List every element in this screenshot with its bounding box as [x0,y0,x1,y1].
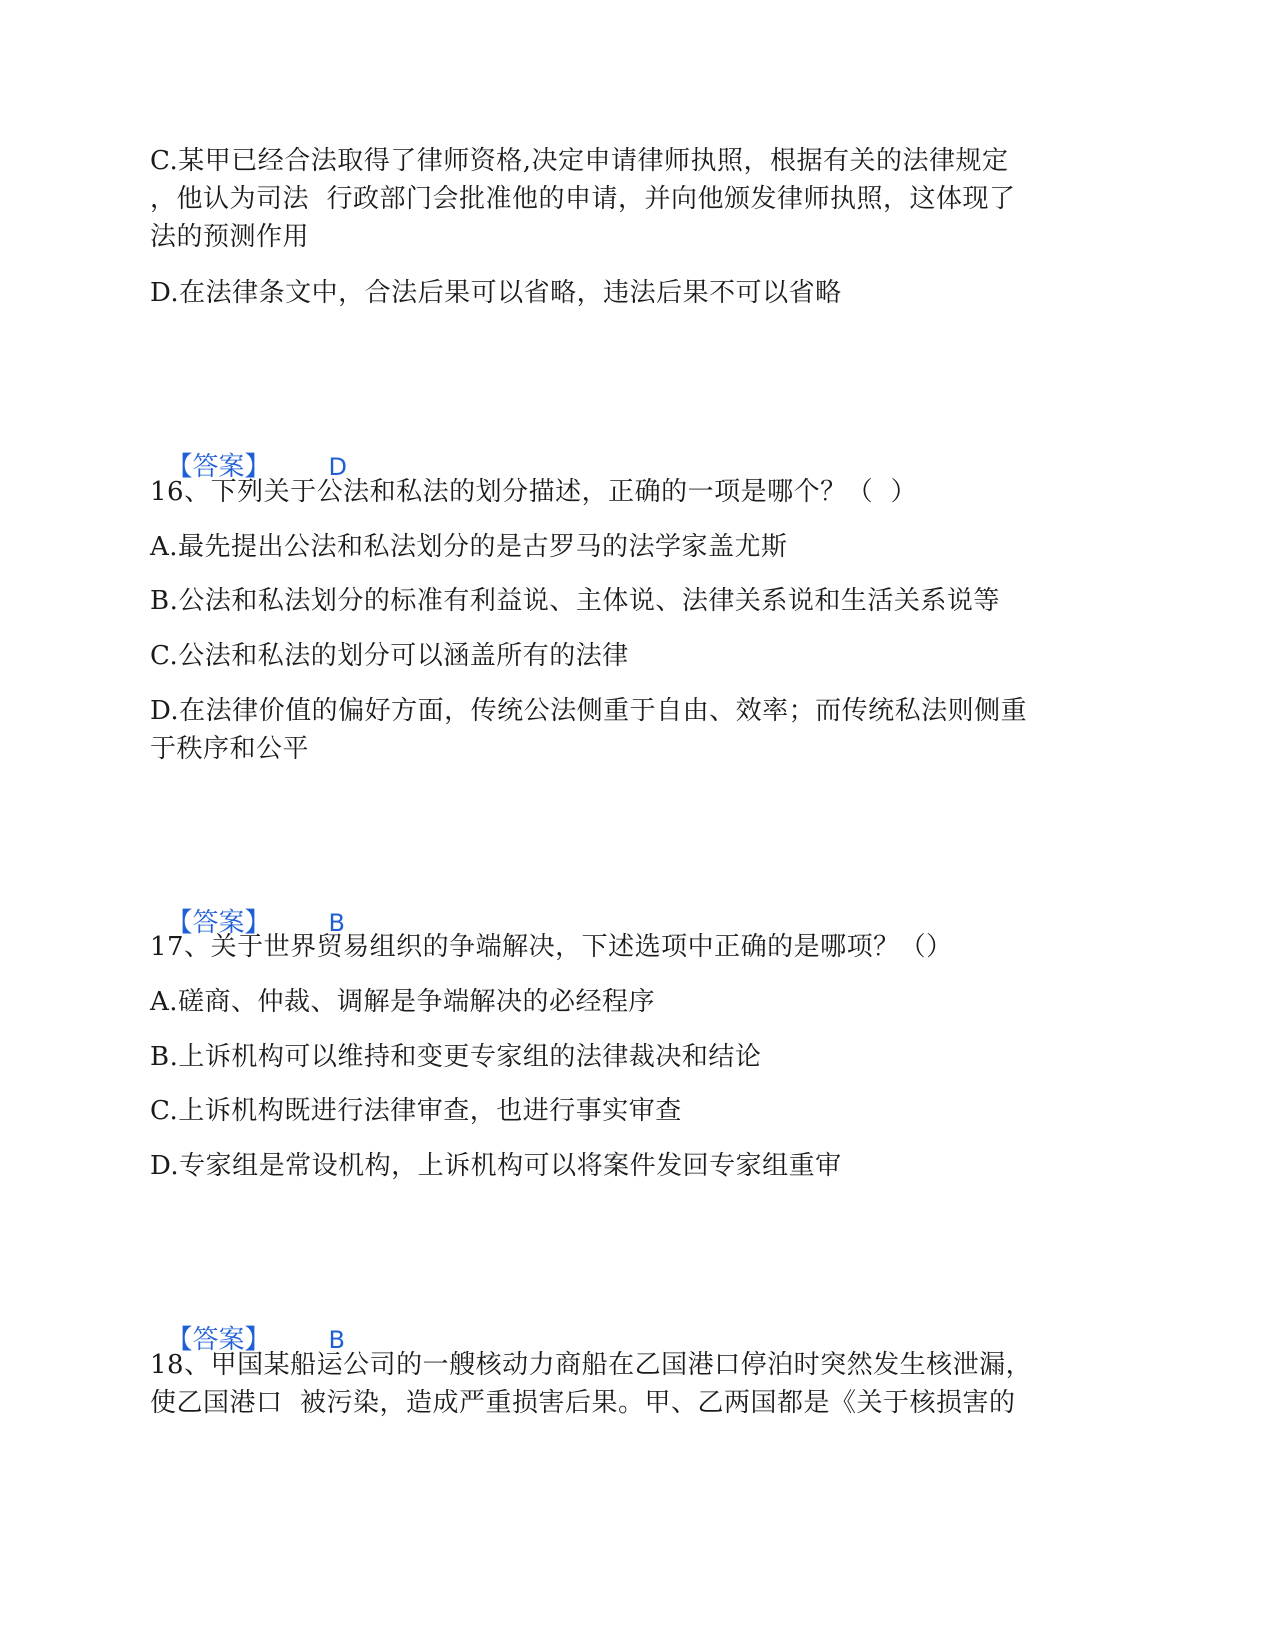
answer-value: B [328,1326,346,1354]
q15-option-c-line-2: ，他认为司法 行政部门会批准他的申请，并向他颁发律师执照，这体现了 [150,184,1016,214]
q15-answer [150,422,347,482]
q15-option-d: D.在法律条文中，合法后果可以省略，违法后果不可以省略 [150,278,842,308]
q17-option-c: C.上诉机构既进行法律审查，也进行事实审查 [150,1096,682,1126]
answer-label: 【答案】 [166,908,271,938]
q17-option-a: A.磋商、仲裁、调解是争端解决的必经程序 [150,987,656,1017]
q16-option-c: C.公法和私法的划分可以涵盖所有的法律 [150,641,629,671]
q16-option-d-line-1: D.在法律价值的偏好方面，传统公法侧重于自由、效率；而传统私法则侧重 [150,696,1028,726]
q16-option-a: A.最先提出公法和私法划分的是古罗马的法学家盖尤斯 [150,532,788,562]
q16-option-b: B.公法和私法划分的标准有利益说、主体说、法律关系说和生活关系说等 [150,586,1000,616]
q17-option-d: D.专家组是常设机构，上诉机构可以将案件发回专家组重审 [150,1151,842,1181]
answer-label: 【答案】 [166,1325,271,1355]
answer-value: D [328,453,348,481]
q16-answer [150,878,345,938]
q17-question: 17、关于世界贸易组织的争端解决，下述选项中正确的是哪项？（） [150,932,953,962]
q15-option-c-line-3: 法的预测作用 [150,222,310,252]
q18-question-line-2: 使乙国港口 被污染，造成严重损害后果。甲、乙两国都是《关于核损害的 [150,1388,1016,1418]
answer-value: B [328,909,346,937]
q16-option-d-line-2: 于秩序和公平 [150,734,310,764]
q17-option-b: B.上诉机构可以维持和变更专家组的法律裁决和结论 [150,1042,762,1072]
q17-answer [150,1295,345,1355]
q15-option-c-line-1: C.某甲已经合法取得了律师资格,决定申请律师执照，根据有关的法律规定 [150,146,1009,176]
q18-question-line-1: 18、甲国某船运公司的一艘核动力商船在乙国港口停泊时突然发生核泄漏， [150,1350,1033,1380]
answer-label: 【答案】 [166,452,271,482]
q16-question: 16、下列关于公法和私法的划分描述，正确的一项是哪个？（ ） [150,477,918,507]
